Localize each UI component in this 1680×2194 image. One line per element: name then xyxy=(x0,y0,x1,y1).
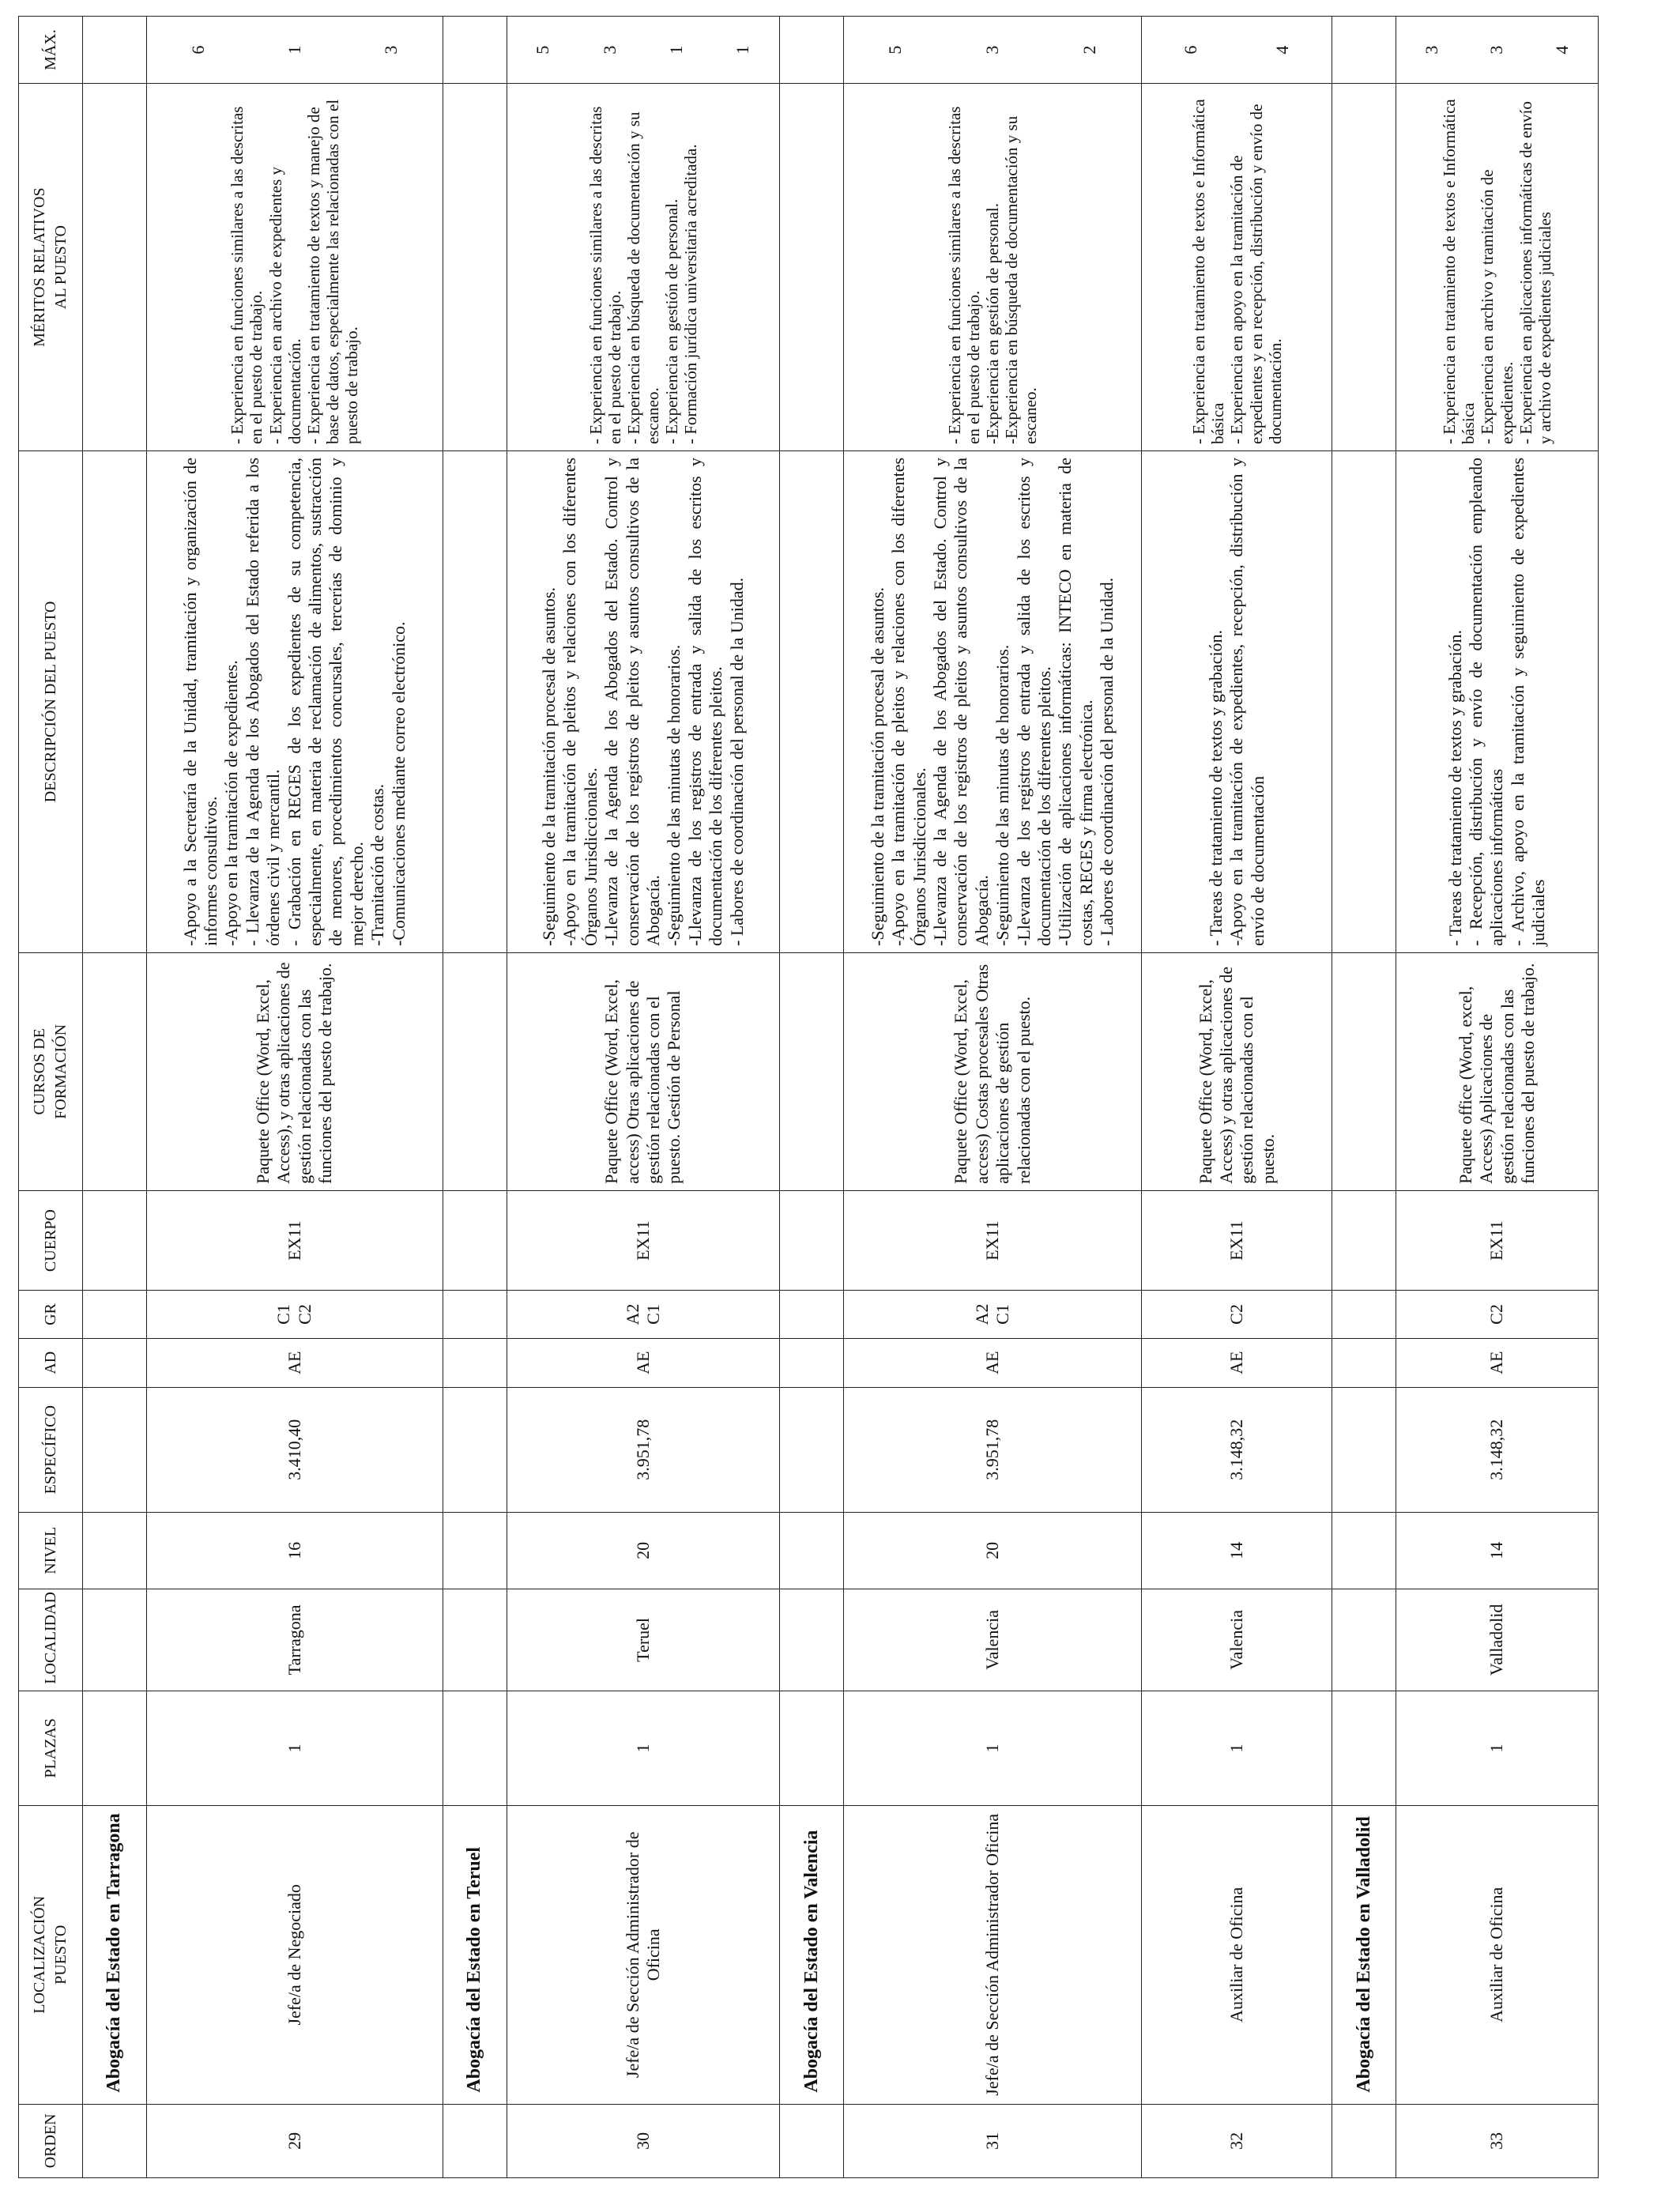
cell-orden: 31 xyxy=(844,2104,1142,2177)
cell-nivel: 20 xyxy=(844,1512,1142,1589)
desc-line: - Labores de coordinación del personal de la Unidad. xyxy=(1097,577,1117,946)
cell-nivel: 14 xyxy=(1396,1512,1599,1589)
cell-orden: 29 xyxy=(146,2104,443,2177)
merit-line: - Experiencia en tratamiento de textos y manejo de base de datos, especialmente las relacionadas con el puesto de trabajo. xyxy=(303,99,362,444)
section-row xyxy=(1332,17,1396,2178)
desc-line: -Apoyo en la tramitación de pleitos y relaciones con los diferentes Órganos Jurisdiccionales. xyxy=(888,457,929,946)
header-cursos-l2: FORMACIÓN xyxy=(52,1023,70,1119)
cell-meritos xyxy=(1142,84,1332,451)
cell-meritos xyxy=(507,84,780,451)
header-meritos-l2: AL PUESTO xyxy=(52,225,70,310)
cell-gr xyxy=(1396,1291,1599,1338)
max-value: 3 xyxy=(1486,45,1507,55)
cell-plazas: 1 xyxy=(1142,1691,1332,1805)
cell-puesto: Auxiliar de Oficina xyxy=(1142,1805,1332,2104)
cell-plazas: 1 xyxy=(1396,1691,1599,1805)
table-row xyxy=(1396,17,1599,2178)
desc-line: -Seguimiento de la tramitación procesal de asuntos. xyxy=(539,587,559,946)
max-value: 6 xyxy=(1181,45,1201,55)
rotated-page xyxy=(18,16,1599,2178)
cell-orden: 33 xyxy=(1396,2104,1599,2177)
max-value: 1 xyxy=(733,45,753,55)
cell-orden: 30 xyxy=(507,2104,780,2177)
gr-value: C2 xyxy=(294,1304,315,1325)
header-meritos-l1: MÉRITOS RELATIVOS xyxy=(31,187,48,347)
desc-line: - Grabación en REGES de los expedientes de su competencia, especialmente, en materia de reclamación de alimentos, sustracción de menores, procedimientos concursales, tercerías de dominio y mejor derecho. xyxy=(284,457,367,946)
cell-localidad: Valencia xyxy=(1142,1589,1332,1691)
max-value: 4 xyxy=(1272,45,1293,55)
gr-value: C2 xyxy=(1226,1304,1247,1325)
section-name: Abogacía del Estado en Teruel xyxy=(443,1805,507,2104)
gr-value: C1 xyxy=(993,1304,1013,1325)
cell-cursos: Paquete office (Word, excel, Access) Aplicaciones de gestión relacionadas con las funciones del puesto de trabajo. xyxy=(1396,952,1599,1190)
table-row xyxy=(507,17,780,2178)
max-value: 5 xyxy=(885,45,906,55)
max-value: 1 xyxy=(665,45,686,55)
max-value: 6 xyxy=(187,45,208,55)
merit-line: - Experiencia en archivo y tramitación de expedientes. xyxy=(1478,169,1516,444)
cell-localidad: Teruel xyxy=(507,1589,780,1691)
desc-line: - Recepción, distribución y envío de documentación empleando aplicaciones informáticas xyxy=(1465,457,1507,946)
header-orden: ORDEN xyxy=(19,2104,83,2177)
cell-gr xyxy=(507,1291,780,1338)
header-gr: GR xyxy=(19,1291,83,1338)
cell-cursos: Paquete Office (Word, Excel, access) Otras aplicaciones de gestión relacionadas con el puesto. Gestión de Personal xyxy=(507,952,780,1190)
cell-localidad: Valladolid xyxy=(1396,1589,1599,1691)
cell-puesto: Jefe/a de Sección Administrador de Oficina xyxy=(507,1805,780,2104)
desc-line: -Seguimiento de las minutas de honorarios. xyxy=(993,644,1013,946)
cell-ad: AE xyxy=(507,1338,780,1387)
cell-cursos: Paquete Office (Word, Excel, Access) y otras aplicaciones de gestión relacionadas con el puesto. xyxy=(1142,952,1332,1190)
table-row xyxy=(146,17,443,2178)
cell-max xyxy=(1396,17,1599,84)
cell-cuerpo: EX11 xyxy=(844,1190,1142,1291)
merit-line: - Experiencia en búsqueda de documentación y su escaneo. xyxy=(623,111,662,444)
cell-cuerpo: EX11 xyxy=(1142,1190,1332,1291)
desc-line: -Tramitación de costas. xyxy=(367,783,388,946)
gr-value: A2 xyxy=(971,1303,992,1325)
section-row xyxy=(780,17,844,2178)
section-row xyxy=(83,17,147,2178)
gr-value: C2 xyxy=(1486,1304,1507,1325)
desc-line: - Tareas de tratamiento de textos y grabación. xyxy=(1445,629,1465,946)
cell-cursos: Paquete Office (Word, Excel, Access), y otras aplicaciones de gestión relacionadas con las funciones del puesto de trabajo. xyxy=(146,952,443,1190)
cell-plazas: 1 xyxy=(507,1691,780,1805)
cell-ad: AE xyxy=(1396,1338,1599,1387)
desc-line: - Tareas de tratamiento de textos y grabación. xyxy=(1205,629,1226,946)
cell-cursos: Paquete Office (Word, Excel, access) Costas procesales Otras aplicaciones de gestión relacionadas con el puesto. xyxy=(844,952,1142,1190)
desc-line: - Labores de coordinación del personal de la Unidad. xyxy=(726,577,747,946)
cell-localidad: Tarragona xyxy=(146,1589,443,1691)
desc-line: -Seguimiento de las minutas de honorarios. xyxy=(664,644,684,946)
merit-line: - Experiencia en tratamiento de textos e Informática básica xyxy=(1189,99,1228,444)
cell-max xyxy=(844,17,1142,84)
header-localizacion xyxy=(19,1805,83,2104)
max-value: 2 xyxy=(1079,45,1099,55)
cell-plazas: 1 xyxy=(844,1691,1142,1805)
header-row xyxy=(19,17,83,2178)
header-localizacion-l1: LOCALIZACIÓN xyxy=(31,1895,48,2014)
cell-gr xyxy=(1142,1291,1332,1338)
cell-especifico: 3.148,32 xyxy=(1396,1387,1599,1512)
merit-line: -Experiencia en gestión de personal. xyxy=(983,203,1003,444)
cell-max xyxy=(146,17,443,84)
cell-meritos xyxy=(844,84,1142,451)
header-max: MÁX. xyxy=(19,17,83,84)
merit-line: - Experiencia en aplicaciones informáticas de envío y archivo de expedientes judiciales xyxy=(1516,101,1554,444)
merit-line: - Experiencia en funciones similares a las descritas en el puesto de trabajo. xyxy=(228,106,266,444)
table-row xyxy=(844,17,1142,2178)
header-localizacion-l2: PUESTO xyxy=(52,1924,70,1985)
merit-line: - Experiencia en gestión de personal. xyxy=(662,198,682,444)
desc-line: -Seguimiento de la tramitación procesal de asuntos. xyxy=(867,587,887,946)
max-value: 4 xyxy=(1551,45,1572,55)
cell-meritos xyxy=(1396,84,1599,451)
cell-plazas: 1 xyxy=(146,1691,443,1805)
cell-ad: AE xyxy=(844,1338,1142,1387)
cell-especifico: 3.951,78 xyxy=(507,1387,780,1512)
gr-value: C1 xyxy=(643,1304,663,1325)
desc-line: -Apoyo en la tramitación de expedientes, recepción, distribución y envío de documentación xyxy=(1226,457,1268,946)
header-descripcion: DESCRIPCIÓN DEL PUESTO xyxy=(19,450,83,952)
job-positions-table xyxy=(18,16,1599,2178)
desc-line: - Llevanza de la Agenda de los Abogados del Estado referida a los órdenes civil y mercantil. xyxy=(242,457,284,946)
desc-line: -Apoyo en la tramitación de pleitos y relaciones con los diferentes Órganos Jurisdiccionales. xyxy=(559,457,601,946)
table-row xyxy=(1142,17,1332,2178)
header-cuerpo: CUERPO xyxy=(19,1190,83,1291)
merit-line: - Experiencia en funciones similares a las descritas en el puesto de trabajo. xyxy=(586,106,624,444)
cell-cuerpo: EX11 xyxy=(1396,1190,1599,1291)
header-nivel: NIVEL xyxy=(19,1512,83,1589)
desc-line: -Comunicaciones mediante correo electrónico. xyxy=(388,621,409,946)
header-meritos xyxy=(19,84,83,451)
header-ad: AD xyxy=(19,1338,83,1387)
section-name: Abogacía del Estado en Valencia xyxy=(780,1805,844,2104)
merit-line: - Experiencia en apoyo en la tramitación de expedientes y en recepción, distribución y envío de documentación. xyxy=(1227,104,1285,444)
merit-line: - Experiencia en funciones similares a las descritas en el puesto de trabajo. xyxy=(944,106,984,444)
cell-puesto: Jefe/a de Negociado xyxy=(146,1805,443,2104)
desc-line: -Llevanza de la Agenda de los Abogados del Estado. Control y conservación de los registros de pleitos y asuntos consultivos de la Abogacía. xyxy=(601,457,663,946)
desc-line: -Apoyo a la Secretaría de la Unidad, tramitación y organización de informes consultivos. xyxy=(179,457,221,946)
cell-gr xyxy=(146,1291,443,1338)
cell-ad: AE xyxy=(1142,1338,1332,1387)
merit-line: - Experiencia en archivo de expedientes y documentación. xyxy=(266,166,304,444)
header-localidad: LOCALIDAD xyxy=(19,1589,83,1691)
cell-puesto: Auxiliar de Oficina xyxy=(1396,1805,1599,2104)
merit-line: - Formación jurídica universitaria acreditada. xyxy=(681,144,701,444)
cell-puesto: Jefe/a de Sección Administrador Oficina xyxy=(844,1805,1142,2104)
header-cursos xyxy=(19,952,83,1190)
cell-nivel: 20 xyxy=(507,1512,780,1589)
cell-ad: AE xyxy=(146,1338,443,1387)
cell-gr xyxy=(844,1291,1142,1338)
max-value: 3 xyxy=(380,45,401,55)
desc-line: -Llevanza de los registros de entrada y salida de los escritos y documentación de los diferentes pleitos. xyxy=(1013,457,1055,946)
max-value: 1 xyxy=(284,45,304,55)
header-cursos-l1: CURSOS DE xyxy=(31,1028,48,1115)
cell-especifico: 3.148,32 xyxy=(1142,1387,1332,1512)
cell-descripcion xyxy=(844,450,1142,952)
desc-line: -Llevanza de la Agenda de los Abogados del Estado. Control y conservación de los registros de pleitos y asuntos consultivos de la Abogacía. xyxy=(930,457,992,946)
cell-descripcion xyxy=(146,450,443,952)
cell-cuerpo: EX11 xyxy=(146,1190,443,1291)
max-value: 3 xyxy=(1422,45,1442,55)
merit-line: - Experiencia en tratamiento de textos e Informática básica xyxy=(1440,99,1478,444)
desc-line: -Utilización de aplicaciones informáticas: INTECO en materia de costas, REGES y firma electrónica. xyxy=(1055,457,1096,946)
desc-line: - Archivo, apoyo en la tramitación y seguimiento de expedientes judiciales xyxy=(1507,457,1549,946)
cell-nivel: 14 xyxy=(1142,1512,1332,1589)
cell-especifico: 3.410,40 xyxy=(146,1387,443,1512)
cell-max xyxy=(1142,17,1332,84)
header-especifico: ESPECÍFICO xyxy=(19,1387,83,1512)
section-name: Abogacía del Estado en Valladolid xyxy=(1332,1805,1396,2104)
section-name: Abogacía del Estado en Tarragona xyxy=(83,1805,147,2104)
cell-meritos xyxy=(146,84,443,451)
cell-descripcion xyxy=(1142,450,1332,952)
max-value: 3 xyxy=(599,45,620,55)
cell-descripcion xyxy=(1396,450,1599,952)
header-plazas: PLAZAS xyxy=(19,1691,83,1805)
max-value: 5 xyxy=(533,45,553,55)
gr-value: A2 xyxy=(622,1303,642,1325)
cell-orden: 32 xyxy=(1142,2104,1332,2177)
merit-line: -Experiencia en búsqueda de documentación y su escaneo. xyxy=(1002,115,1041,444)
cell-descripcion xyxy=(507,450,780,952)
cell-localidad: Valencia xyxy=(844,1589,1142,1691)
desc-line: -Llevanza de los registros de entrada y salida de los escritos y documentación de los diferentes pleitos. xyxy=(684,457,726,946)
desc-line: -Apoyo en la tramitación de expedientes. xyxy=(221,660,242,946)
cell-especifico: 3.951,78 xyxy=(844,1387,1142,1512)
max-value: 3 xyxy=(982,45,1003,55)
gr-value: C1 xyxy=(273,1304,294,1325)
cell-cuerpo: EX11 xyxy=(507,1190,780,1291)
cell-max xyxy=(507,17,780,84)
section-row xyxy=(443,17,507,2178)
cell-nivel: 16 xyxy=(146,1512,443,1589)
